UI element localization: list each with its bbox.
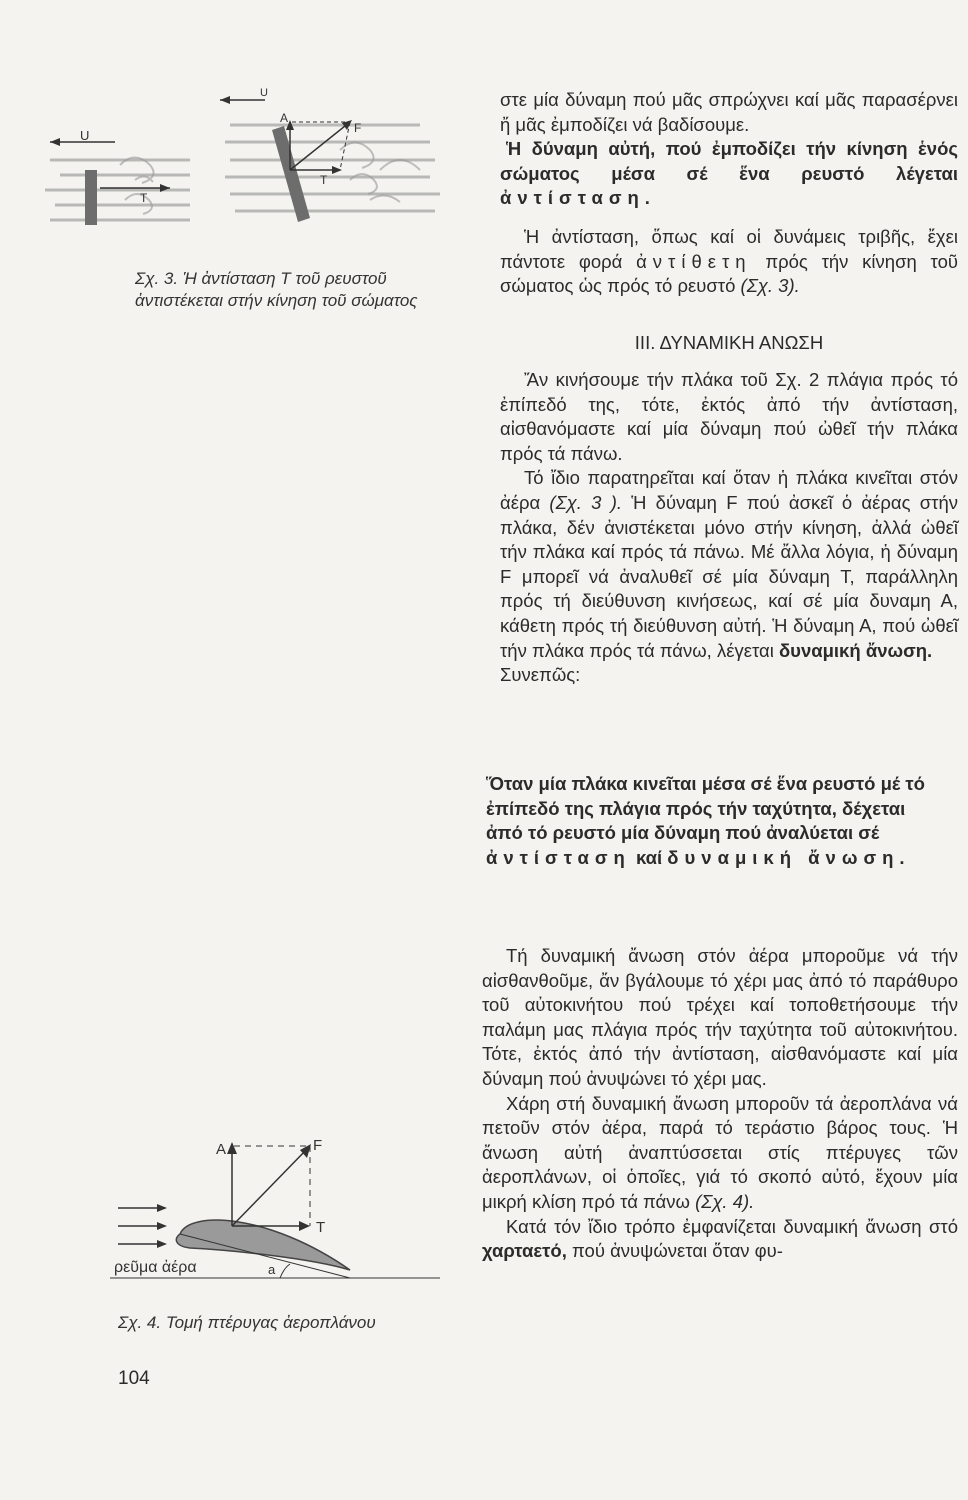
fig4-f-label: F — [313, 1137, 323, 1154]
fig4-air-label: ρεῦμα ἀέρα — [114, 1259, 197, 1276]
paragraph-9-text-a: Κατά τόν ἴδιο τρόπο ἐμφανίζεται δυναμική ἄνωση στό — [506, 1215, 958, 1237]
dynamic-lift-term: δυναμική ἄνωση. — [778, 639, 933, 661]
text-block-bottom — [482, 944, 958, 1264]
rule-text: Ὅταν μία πλάκα κινεῖται μέσα σέ ἕνα ρευστό μέ τό ἐπίπεδό της πλάγια πρός τήν ταχύτητα, δέχεται ἀπό τό ρευστό μία δύναμη πού ἀναλύεται σέ — [486, 773, 925, 844]
fig3-t-label-2: T — [320, 173, 328, 187]
paragraph-4: Ἄν κινήσουμε τήν πλάκα τοῦ Σχ. 2 πλάγια πρός τό ἐπίπεδό της, τότε, ἐκτός ἀπό τήν ἀντίσταση, αἰσθανόμαστε καί μία δύναμη πού ὠθεῖ τήν πλάκα πρός τά πάνω. — [500, 369, 958, 464]
figure-4 — [110, 1130, 450, 1300]
page-number: 104 — [118, 1368, 150, 1389]
paragraph-9-text-b: πού ἀνυψώνεται ὅταν φυ- — [572, 1240, 783, 1262]
figure-4-caption: Σχ. 4. Τομή πτέρυγας ἀεροπλάνου — [118, 1313, 376, 1332]
rule-resistance-term: ἀντίσταση — [486, 846, 631, 868]
paragraph-1: στε μία δύναμη πού μᾶς σπρώχνει καί μᾶς παρασέρνει ἤ μᾶς ἐμποδίζει νά βαδίσουμε. — [500, 89, 958, 135]
paragraph-8-text: Χάρη στή δυναμική ἄνωση μποροῦν τά ἀεροπλάνα νά πετοῦν στόν ἀέρα, παρά τό τεράστιο βάρος τους. Ἡ ἄνωση αὐτή ἀναπτύσσεται στίς πτέρυγες τῶν ἀεροπλάνων, οἱ ὁποῖες, γιά τό σκοπό αὐτό, ἔχουν μία μικρή κλίση πρό τά πάνω — [482, 1092, 958, 1212]
fig4-reference: (Σχ. 4). — [695, 1190, 755, 1212]
paragraph-3 — [500, 225, 958, 299]
fig3-u-left-label: U — [80, 128, 90, 143]
rule-statement — [486, 772, 938, 870]
fig3-reference: (Σχ. 3). — [740, 275, 800, 297]
fig3-t-label-1: T — [140, 191, 148, 205]
paragraph-5-text-c: Συνεπῶς: — [500, 664, 581, 686]
fig3-u-top-label: U — [260, 87, 268, 99]
section-heading: ΙΙΙ. ΔΥΝΑΜΙΚΗ ΑΝΩΣΗ — [634, 332, 824, 353]
fig4-a-angle-label: a — [268, 1262, 276, 1277]
paragraph-6 — [486, 772, 938, 870]
fig4-a-label: A — [216, 1141, 227, 1158]
fig3-a-label: A — [280, 111, 289, 125]
text-block-middle — [500, 368, 958, 688]
paragraph-9 — [482, 1215, 958, 1264]
fig3-f-label: F — [354, 121, 362, 135]
figure-3-caption: Σχ. 3. Ἡ ἀντίσταση Τ τοῦ ρευστοῦ ἀντιστέκεται στήν κίνηση τοῦ σώματος — [135, 269, 418, 310]
paragraph-5-text-a: Τό ἴδιο παρατηρεῖται καί ὅταν ἡ πλάκα κινεῖται στόν ἀέρα — [500, 467, 958, 513]
paragraph-3-text-b: πρός τήν κίνηση τοῦ σώματος ὡς πρός τό ρευστό — [500, 250, 958, 297]
paragraph-7: Τή δυναμική ἄνωση στόν ἀέρα μποροῦμε νά τήν αἰσθανθοῦμε, ἄν βγάλουμε τό χέρι μας ἀπό τό παράθυρο τοῦ αὐτοκινήτου πού τρέχει καί τοποθετήσουμε τήν παλάμη μας πλάγια πρός τήν ταχύτητα τοῦ αὐτοκινήτου. Τότε, ἐκτός ἀπό τήν ἀντίσταση, αἰσθανόμαστε καί μία δύναμη πού ἀνυψώνει τό χέρι μας. — [482, 945, 958, 1089]
paragraph-8 — [482, 1092, 958, 1215]
opposite-term: ἀντίθετη — [636, 250, 752, 272]
paragraph-5 — [500, 466, 958, 687]
figure-3 — [40, 80, 460, 250]
resistance-term: ἀντίσταση. — [500, 187, 656, 209]
text-block-top — [500, 88, 958, 299]
fig3-reference-2: (Σχ. 3 ). — [549, 491, 622, 513]
paragraph-5-text-b: Ἡ δύναμη F πού ἀσκεῖ ὁ ἀέρας στήν πλάκα, δέν ἀνιστέκεται μόνο στήν κίνηση, ἀλλά ὠθεῖ τήν πλάκα καί πρός τά πάνω. Μέ ἄλλα λόγια, ἡ δύναμη F μπορεῖ νά ἀναλυθεῖ σέ μία δύναμη Τ, παράλληλη πρός τή διεύθυνση κινήσεως, καί σέ μία δυναμη Α, κάθετη πρός τή διεύθυνση αὐτή. Ἡ δύναμη Α, πού ὠθεῖ τήν πλάκα πρός τά πάνω, λέγεται — [500, 491, 959, 661]
fig4-t-label: T — [316, 1219, 326, 1236]
rule-and: καί — [635, 846, 663, 868]
paragraph-2 — [500, 137, 958, 211]
kite-term: χαρταετό, — [482, 1240, 567, 1262]
rule-lift-term: δυναμική ἄνωση. — [667, 846, 911, 868]
resistance-definition: Ἡ δύναμη αὐτή, πού ἐμποδίζει τήν κίνηση ἑνός σώματος μέσα σέ ἕνα ρευστό λέγεται — [500, 138, 958, 184]
paragraph-3-text-a: Ἡ ἀντίσταση, ὅπως καί οἱ δυνάμεις τριβῆς, ἔχει πάντοτε φορά — [500, 225, 958, 272]
